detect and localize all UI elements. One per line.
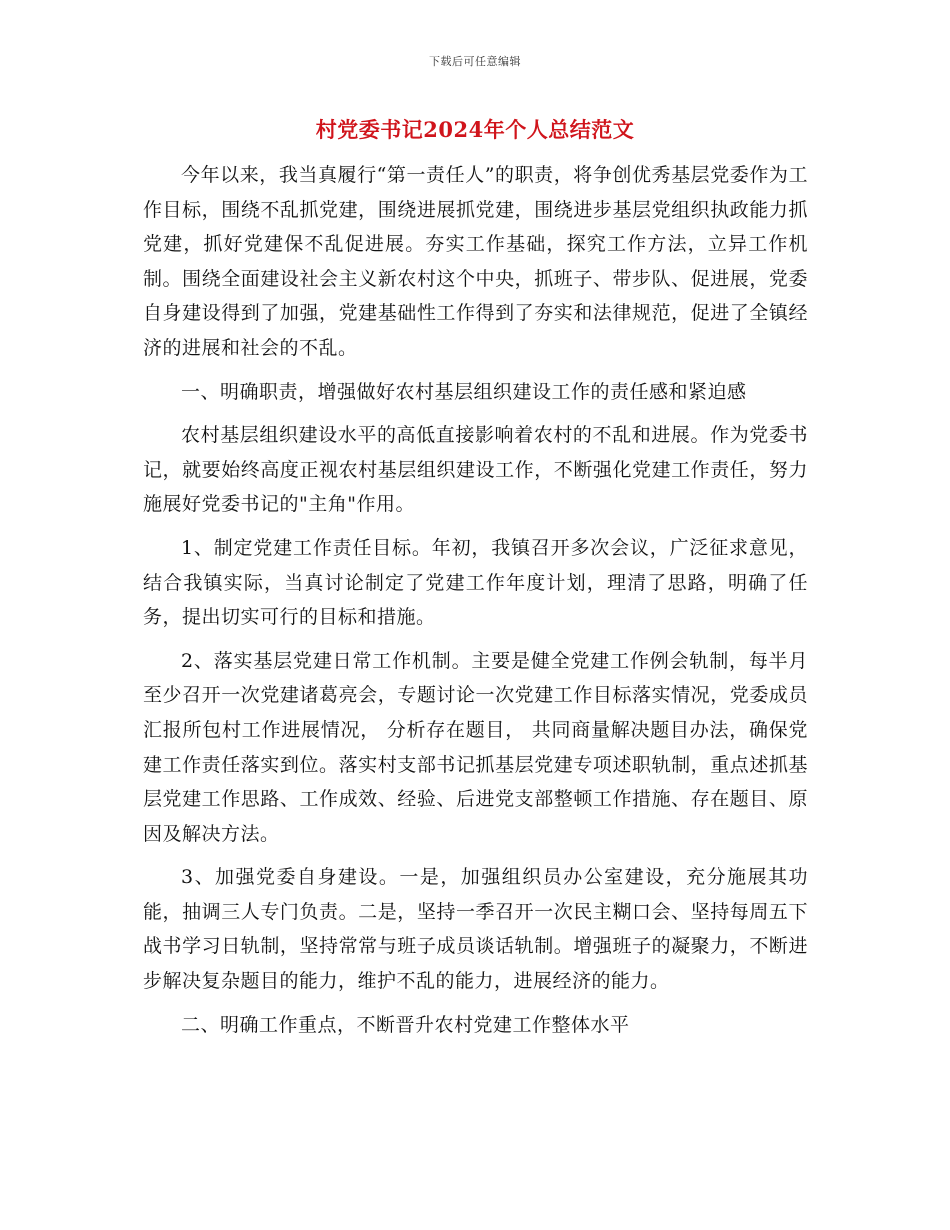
paragraph-intro: 今年以来，我当真履行“第一责任人”的职责，将争创优秀基层党委作为工作目标，围绕不乱抓党建，围绕进展抓党建，围绕进步基层党组织执政能力抓党建，抓好党建保不乱促进展。夯实工作基础，探究工作方法，立异工作机制。围绕全面建设社会主义新农村这个中央，抓班子、带步队、促进展，党委自身建设得到了加强，党建基础性工作得到了夯实和法律规范，促进了全镇经济的进展和社会的不乱。 bbox=[143, 164, 808, 359]
paragraph-item-1: 1、制定党建工作责任目标。年初，我镇召开多次会议，广泛征求意见，结合我镇实际，当真讨论制定了党建工作年度计划，理清了思路，明确了任务，提出切实可行的目标和措施。 bbox=[143, 536, 808, 629]
header-note: 下载后可任意编辑 bbox=[429, 55, 521, 68]
section-heading-1: 一、明确职责，增强做好农村基层组织建设工作的责任感和紧迫感 bbox=[181, 380, 747, 403]
section-heading-2: 二、明确工作重点，不断晋升农村党建工作整体水平 bbox=[181, 1013, 630, 1036]
document-body bbox=[143, 158, 808, 1051]
document-title: 村党委书记2024年个人总结范文 bbox=[315, 117, 635, 142]
paragraph-item-2: 2、落实基层党建日常工作机制。主要是健全党建工作例会轨制，每半月至少召开一次党建诸葛亮会，专题讨论一次党建工作目标落实情况，党委成员汇报所包村工作进展情况， 分析存在题目， 共同商量解决题目办法，确保党建工作责任落实到位。落实村支部书记抓基层党建专项述职轨制，重点述抓基层党建工作思路、工作成效、经验、后进党支部整顿工作措施、存在题目、原因及解决方法。 bbox=[143, 649, 808, 845]
paragraph-section-1: 农村基层组织建设水平的高低直接影响着农村的不乱和进展。作为党委书记，就要始终高度正视农村基层组织建设工作，不断强化党建工作责任，努力施展好党委书记的"主角"作用。 bbox=[143, 424, 808, 516]
paragraph-item-3: 3、加强党委自身建设。一是，加强组织员办公室建设，充分施展其功能，抽调三人专门负责。二是，坚持一季召开一次民主糊口会、坚持每周五下战书学习日轨制，坚持常常与班子成员谈话轨制。增强班子的凝聚力，不断进步解决复杂题目的能力，维护不乱的能力，进展经济的能力。 bbox=[143, 866, 808, 993]
